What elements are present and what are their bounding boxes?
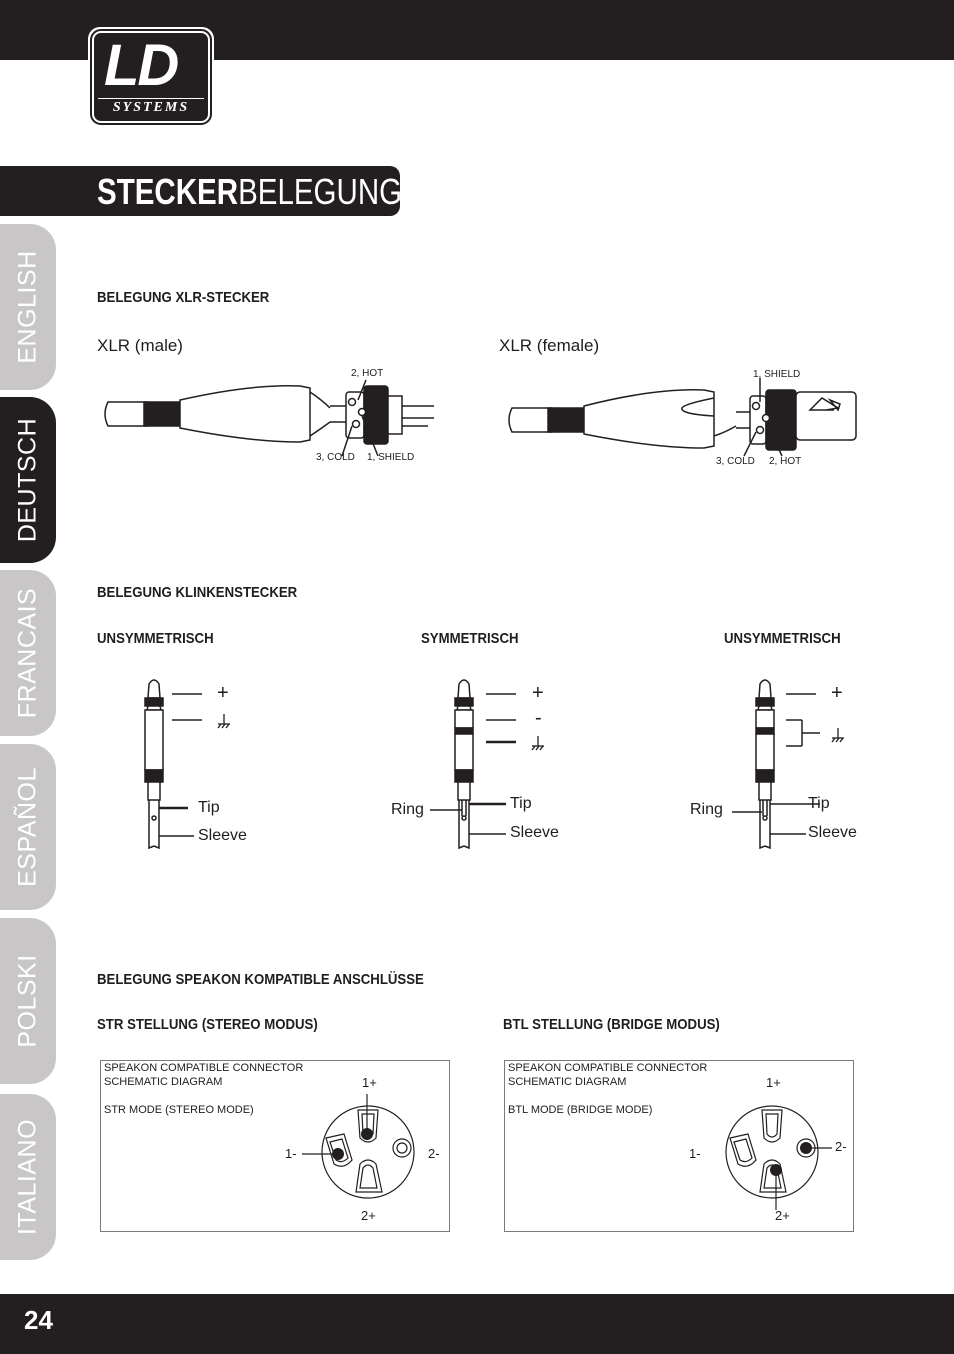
speakon-str-p2plus: 2+ (361, 1208, 376, 1223)
lang-tab-francais[interactable] (0, 570, 56, 736)
page-title-bold: STECKER (97, 171, 239, 212)
speakon-str-line1: SPEAKON COMPATIBLE CONNECTOR (104, 1062, 304, 1074)
speakon-btl-p2plus: 2+ (775, 1208, 790, 1223)
lang-tab-label: POLSKI (13, 954, 42, 1048)
ld-systems-logo (88, 27, 214, 127)
page-title (97, 170, 410, 214)
speakon-btl-line1: SPEAKON COMPATIBLE CONNECTOR (508, 1062, 708, 1074)
logo-main-text: LD (104, 33, 178, 98)
xlr-female-pin-shield: 1, SHIELD (753, 369, 801, 380)
speakon-str-mode: STR MODE (STEREO MODE) (104, 1104, 254, 1116)
jack-unsym-left-plus: + (217, 682, 229, 704)
xlr-male-pin-cold: 3, COLD (316, 452, 355, 463)
jack-unsym-right-sleeve: Sleeve (808, 824, 857, 841)
jack-unsym-left-sleeve: Sleeve (198, 827, 247, 844)
speakon-str-schematic (296, 1094, 436, 1214)
lang-tab-espanol[interactable] (0, 744, 56, 910)
logo-sub-text: SYSTEMS (98, 98, 204, 116)
lang-tab-label: DEUTSCH (13, 417, 42, 543)
jack-heading: BELEGUNG KLINKENSTECKER (97, 584, 298, 601)
lang-tab-polski[interactable] (0, 918, 56, 1084)
speakon-btl-p1plus: 1+ (766, 1075, 781, 1090)
speakon-btl-heading: BTL STELLUNG (BRIDGE MODUS) (503, 1016, 720, 1033)
xlr-female-pin-hot: 2, HOT (769, 456, 802, 467)
speakon-btl-p1minus: 1- (689, 1146, 701, 1161)
jack-sym-tip: Tip (510, 795, 532, 812)
speakon-btl-schematic (700, 1094, 840, 1214)
lang-tab-label: ESPAÑOL (13, 767, 42, 887)
xlr-male-label: XLR (male) (97, 336, 183, 355)
xlr-female-label: XLR (female) (499, 336, 600, 355)
speakon-btl-line2: SCHEMATIC DIAGRAM (508, 1076, 627, 1088)
jack-sym-heading: SYMMETRISCH (421, 630, 519, 647)
page-number: 24 (24, 1305, 53, 1335)
footer-bar (0, 1294, 954, 1354)
speakon-btl-mode: BTL MODE (BRIDGE MODE) (508, 1104, 653, 1116)
lang-tab-label: ITALIANO (13, 1118, 42, 1236)
xlr-male-pin-shield: 1, SHIELD (367, 452, 415, 463)
jack-unsym-left-heading: UNSYMMETRISCH (97, 630, 214, 647)
jack-unsym-right-ring: Ring (690, 801, 723, 818)
lang-tab-label: ENGLISH (13, 250, 42, 364)
jack-sym-ring: Ring (391, 801, 424, 818)
speakon-btl-p2minus: 2- (835, 1139, 847, 1154)
speakon-str-p2minus: 2- (428, 1146, 440, 1161)
speakon-str-p1minus: 1- (285, 1146, 297, 1161)
speakon-str-heading: STR STELLUNG (STEREO MODUS) (97, 1016, 318, 1033)
lang-tab-label: FRANCAIS (13, 587, 42, 719)
jack-unsym-right-tip: Tip (808, 795, 830, 812)
jack-unsym-right-heading: UNSYMMETRISCH (724, 630, 841, 647)
xlr-heading: BELEGUNG XLR-STECKER (97, 289, 270, 306)
jack-sym-plus: + (532, 682, 544, 704)
lang-tab-deutsch[interactable] (0, 397, 56, 563)
jack-sym-minus: - (535, 707, 542, 729)
lang-tab-italiano[interactable] (0, 1094, 56, 1260)
speakon-str-line2: SCHEMATIC DIAGRAM (104, 1076, 223, 1088)
jack-unsym-left-tip: Tip (198, 799, 220, 816)
xlr-male-pin-hot: 2, HOT (351, 368, 384, 379)
speakon-heading: BELEGUNG SPEAKON KOMPATIBLE ANSCHLÜSSE (97, 971, 424, 988)
lang-tab-english[interactable] (0, 224, 56, 390)
page-title-light: BELEGUNG: (238, 171, 411, 212)
xlr-female-diagram (504, 370, 860, 470)
xlr-female-pin-cold: 3, COLD (716, 456, 755, 467)
speakon-str-p1plus: 1+ (362, 1075, 377, 1090)
jack-sym-sleeve: Sleeve (510, 824, 559, 841)
jack-unsym-right-plus: + (831, 682, 843, 704)
